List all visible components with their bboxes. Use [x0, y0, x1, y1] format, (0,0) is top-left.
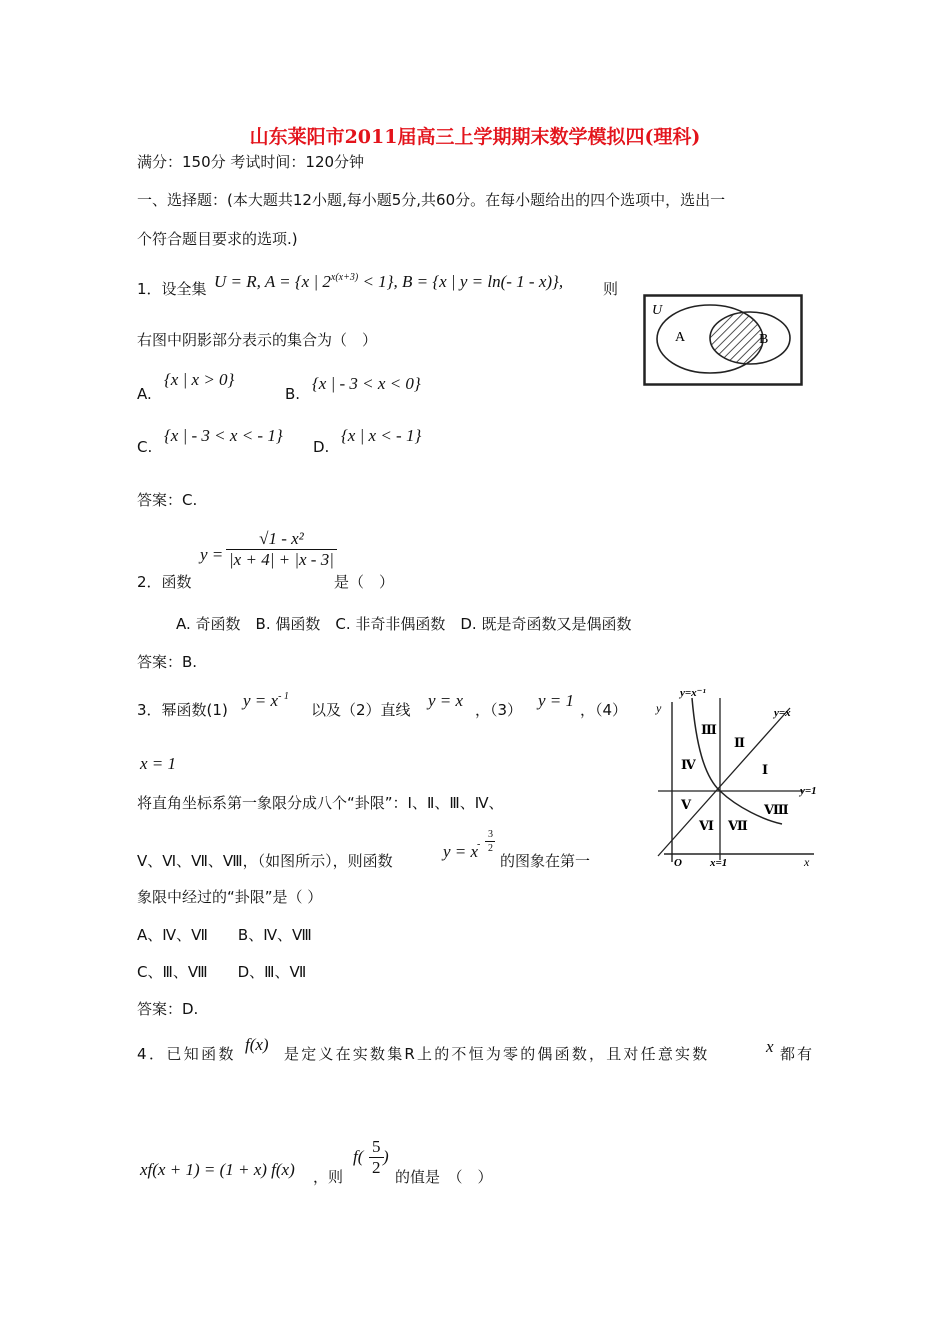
q3-formula5 — [443, 842, 478, 862]
q1-formula — [214, 272, 563, 292]
q3-label: 3．幂函数(1) — [137, 701, 228, 719]
q1-formula-b: < 1}, B = {x | y = ln(- 1 - x)}, — [358, 272, 564, 291]
section-heading-line1: 一、选择题：(本大题共12小题,每小题5分,共60分。在每小题给出的四个选项中，选出一 — [137, 191, 726, 209]
section-heading-line2: 个符合题目要求的选项.) — [137, 230, 298, 248]
q1-option-b: {x | - 3 < x < 0} — [312, 374, 421, 393]
q3-formula5-exp-num: 3 — [488, 829, 493, 840]
graph-region-2: Ⅱ — [734, 735, 745, 750]
q1-option-b-label: B. — [285, 385, 301, 403]
q4-close: ) — [383, 1147, 389, 1166]
q1-option-a-label: A. — [137, 385, 152, 403]
venn-label-b: B — [759, 332, 769, 347]
q2-tail: 是（ ） — [334, 573, 395, 591]
venn-diagram — [643, 294, 803, 386]
octant-graph — [654, 684, 824, 868]
q4-label: 4．已知函数 — [137, 1045, 236, 1063]
q2-fraction — [226, 529, 337, 570]
q1-option-d: {x | x < - 1} — [341, 426, 422, 445]
q3-formula5-exp-minus: - — [477, 839, 481, 850]
q1-option-a: {x | x > 0} — [164, 370, 235, 389]
q1-label: 1．设全集 — [137, 280, 207, 298]
graph-region-7: Ⅶ — [728, 818, 748, 833]
q4-x: x — [766, 1037, 774, 1056]
graph-label-y: y — [656, 701, 662, 715]
graph-line-yx — [658, 708, 790, 856]
q3-formula1-base: y = x — [243, 691, 279, 710]
q2-label: 2．函数 — [137, 573, 192, 591]
q3-formula5-base: y = x — [443, 842, 479, 861]
q3-mid2: ，（3） — [475, 701, 523, 719]
q4-fx: f(x) — [245, 1035, 269, 1054]
q1-option-c: {x | - 3 < x < - 1} — [164, 426, 283, 445]
exam-meta: 满分：150分 考试时间：120分钟 — [137, 153, 365, 171]
graph-region-6: Ⅵ — [699, 818, 714, 833]
graph-region-3: Ⅲ — [701, 722, 717, 737]
q4-tail2: 的值是 （ ） — [395, 1168, 493, 1186]
q3-line4: 象限中经过的“卦限”是（ ） — [137, 888, 323, 906]
q2-numerator: √1 - x² — [226, 529, 337, 550]
q1-answer: 答案：C. — [137, 491, 198, 509]
graph-label-x1: x=1 — [710, 857, 728, 868]
q3-options-cd: C、Ⅲ、Ⅷ D、Ⅲ、Ⅶ — [137, 963, 307, 981]
q4-denominator: 2 — [372, 1158, 381, 1177]
q3-formula2: y = x — [428, 691, 464, 710]
q2-denominator: |x + 4| + |x - 3| — [229, 550, 334, 569]
q1-option-d-label: D. — [313, 438, 330, 456]
q3-line3a: Ⅴ、Ⅵ、Ⅶ、Ⅷ，（如图所示），则函数 — [137, 852, 393, 870]
q3-mid3: ，（4） — [580, 701, 628, 719]
q3-formula4: x = 1 — [140, 754, 177, 773]
q1-option-c-label: C. — [137, 438, 153, 456]
graph-region-5: Ⅴ — [681, 797, 692, 812]
q3-answer: 答案：D. — [137, 1000, 199, 1018]
q4-mid: 是定义在实数集R上的不恒为零的偶函数，且对任意实数 — [284, 1045, 710, 1063]
q4-equation: xf(x + 1) = (1 + x) f(x) — [140, 1160, 295, 1179]
q3-line3b: 的图象在第一 — [500, 852, 591, 870]
graph-label-yx: y=x — [774, 707, 791, 719]
graph-label-y1: y=1 — [800, 785, 817, 797]
venn-label-a: A — [675, 330, 686, 345]
venn-label-u: U — [652, 303, 663, 318]
q1-formula-exponent: x(x+3) — [330, 272, 359, 283]
q3-options-ab: A、Ⅳ、Ⅶ B、Ⅳ、Ⅷ — [137, 926, 312, 944]
q2-options: A. 奇函数 B. 偶函数 C. 非奇非偶函数 D. 既是奇函数又是偶函数 — [176, 615, 632, 633]
q3-formula1-exponent: - 1 — [278, 691, 289, 702]
graph-label-origin: O — [674, 857, 682, 868]
q1-line2: 右图中阴影部分表示的集合为（ ） — [137, 331, 378, 349]
graph-label-x: x — [804, 855, 810, 868]
graph-region-1: Ⅰ — [762, 762, 769, 777]
graph-region-8: Ⅷ — [764, 802, 789, 817]
q4-numerator: 5 — [369, 1137, 384, 1158]
q3-formula3: y = 1 — [538, 691, 575, 710]
graph-label-curve: y=x⁻¹ — [680, 687, 706, 699]
q4-comma: ，则 — [313, 1168, 344, 1186]
q4-tail: 都有 — [780, 1045, 815, 1063]
graph-region-4: Ⅳ — [681, 757, 696, 772]
q3-line2: 将直角坐标系第一象限分成八个“卦限”：Ⅰ、Ⅱ、Ⅲ、Ⅳ、 — [137, 794, 504, 812]
page-title: 山东莱阳市2011届高三上学期期末数学模拟四(理科) — [249, 126, 701, 148]
q3-formula5-exp-den: 2 — [488, 843, 493, 854]
q3-mid1: 以及（2）直线 — [311, 701, 411, 719]
q2-answer: 答案：B. — [137, 653, 198, 671]
q2-y: y = — [200, 545, 224, 564]
q1-formula-a: U = R, A = {x | 2 — [214, 272, 331, 291]
q1-tail: 则 — [603, 280, 619, 298]
q4-fraction — [369, 1137, 384, 1178]
q3-formula5-exp-bar — [485, 841, 495, 842]
q3-formula1 — [243, 691, 289, 711]
q4-f: f( — [353, 1147, 364, 1166]
